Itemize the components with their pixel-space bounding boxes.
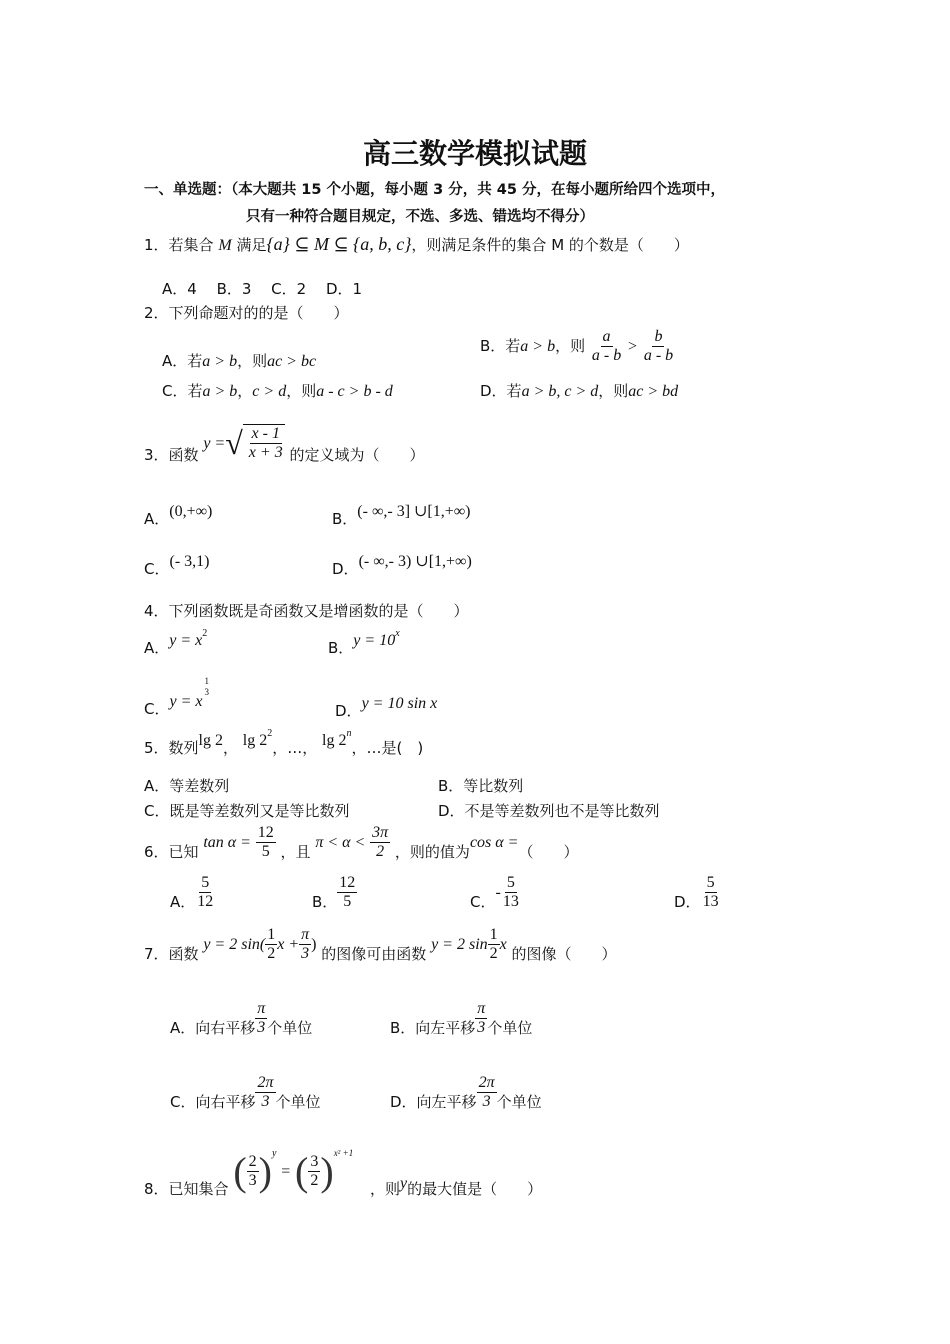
denominator: 3 (477, 1019, 486, 1036)
math-expr: {a} ⊆ M ⊆ {a, b, c} (266, 234, 412, 254)
denominator: 12 (197, 893, 214, 910)
option-label: C．向右平移 (170, 1093, 256, 1111)
option-b: B．等比数列 (438, 777, 524, 795)
math-expr: c > d (252, 383, 287, 400)
q-number: 8．已知集合 (144, 1180, 229, 1198)
option-b (332, 500, 471, 528)
fraction (247, 1153, 259, 1190)
option-label: A． (170, 893, 196, 911)
denominator: 3 (257, 1019, 266, 1036)
option-label: B．向左平移 (390, 1019, 476, 1037)
fraction (477, 1074, 497, 1111)
question-5 (144, 728, 424, 757)
q-number: 3．函数 (144, 446, 199, 464)
math-expr: lg 2 (242, 732, 268, 749)
math-var: y (400, 1175, 408, 1192)
fraction (247, 425, 285, 462)
q-text: ，…是( ) (351, 739, 424, 757)
math-expr: y = 10 sin x (361, 695, 438, 712)
numerator: 12 (339, 874, 356, 891)
math-op: > (628, 338, 638, 355)
math-expr: x (499, 936, 507, 953)
question-7 (144, 926, 617, 963)
fraction (370, 824, 390, 861)
math-expr: y = x (169, 693, 203, 710)
denominator: 2 (489, 945, 498, 962)
option-d (674, 874, 721, 911)
q-text: ， (223, 739, 239, 757)
denominator: 5 (261, 843, 270, 860)
fraction (475, 1000, 487, 1037)
numerator: 2π (478, 1074, 495, 1091)
option-d (332, 550, 472, 578)
option-label: C． (470, 893, 496, 911)
numerator: 5 (706, 874, 715, 891)
left-paren-icon: ( (295, 1149, 309, 1194)
denominator: a - b (591, 347, 622, 364)
math-expr: (- 3,1) (169, 553, 210, 570)
q-text: 的图像（ ） (511, 945, 617, 963)
numerator: 1 (489, 926, 498, 943)
numerator: π (301, 926, 310, 943)
math-expr: a - c > b - d (316, 383, 393, 400)
math-exponent: y (271, 1148, 277, 1159)
option-text: ，则 (237, 352, 268, 370)
page-title: 高三数学模拟试题 (362, 137, 587, 170)
q-text: 的定义域为（ ） (289, 446, 425, 464)
numerator: 2π (257, 1074, 274, 1091)
denominator: 3 (248, 1172, 257, 1189)
math-expr: a > b (520, 338, 556, 355)
option-d (390, 1074, 542, 1111)
numerator: b (654, 328, 663, 345)
option-label: B．若 (480, 337, 521, 355)
math-expr: (- ∞,- 3] ∪[1,+∞) (357, 503, 471, 520)
option-c (144, 550, 210, 578)
option-b (328, 628, 400, 657)
math-expr: y = 10 (353, 632, 396, 649)
numerator: π (477, 1000, 486, 1017)
option-c (170, 1074, 321, 1111)
numerator: 5 (506, 874, 515, 891)
numerator: 3π (372, 824, 389, 841)
math-expr: cos α = (469, 834, 519, 851)
math-expr: ac > bd (628, 383, 679, 400)
option-label: D． (332, 560, 359, 578)
option-c (470, 874, 521, 911)
q-text: ，…， (272, 739, 318, 757)
q-text: 的图像可由函数 (321, 945, 427, 963)
fraction (255, 1000, 267, 1037)
option-b (312, 874, 357, 911)
math-expr: π < α < (315, 834, 366, 851)
math-exponent: x² +1 (333, 1148, 354, 1158)
fraction (255, 1074, 275, 1111)
option-a (144, 628, 208, 657)
fraction-exponent (202, 676, 211, 698)
option-text: 个单位 (496, 1093, 542, 1111)
q-text: 的最大值是（ ） (407, 1180, 543, 1198)
math-expr: lg 2 (198, 732, 223, 749)
math-expr: a > b (202, 353, 238, 370)
math-expr: tan α = (203, 834, 251, 851)
denominator: 13 (702, 893, 719, 910)
question-1 (144, 234, 689, 255)
option-c (162, 380, 393, 401)
option-c: C．既是等差数列又是等比数列 (144, 802, 350, 820)
math-expr: y = 2 sin( (203, 936, 266, 953)
option-text: ， (237, 382, 253, 400)
math-expr: y = x (169, 632, 203, 649)
math-exponent: 2 (202, 628, 208, 639)
math-expr: a > b, c > d (521, 383, 599, 400)
numerator: 1 (267, 926, 276, 943)
math-exponent: x (395, 628, 400, 639)
question-4: 4．下列函数既是奇函数又是增函数的是（ ） (144, 602, 469, 620)
q-number: 5．数列 (144, 739, 199, 757)
fraction (501, 874, 521, 911)
denominator: 2 (376, 843, 385, 860)
fraction (642, 328, 675, 365)
option-text: 个单位 (267, 1019, 313, 1037)
left-paren-icon: ( (233, 1149, 247, 1194)
option-label: D． (674, 893, 701, 911)
option-label: A． (144, 639, 170, 657)
numerator: 1 (204, 676, 209, 686)
q-text: 若集合 (168, 236, 214, 254)
option-label: B． (328, 639, 354, 657)
section-heading-cont: 只有一种符合题目规定，不选、多选、错选均不得分） (246, 209, 594, 225)
fraction (265, 926, 277, 963)
denominator: x + 3 (248, 444, 283, 461)
option-b (480, 328, 675, 365)
option-text: ，则 (598, 382, 629, 400)
q-text: 满足 (236, 236, 267, 254)
q-text: （ ） (518, 843, 579, 861)
math-expr: a > b (202, 383, 238, 400)
fraction (299, 926, 311, 963)
q-text: ，则满足条件的集合 M 的个数是（ ） (411, 236, 689, 254)
numerator: 12 (257, 824, 274, 841)
q-number: 6．已知 (144, 843, 199, 861)
right-paren-icon: ) (320, 1149, 334, 1194)
option-a (170, 1000, 312, 1037)
fraction (337, 874, 357, 911)
denominator: 3 (482, 1093, 491, 1110)
math-expr: (0,+∞) (169, 503, 213, 520)
option-label: A．若 (162, 352, 203, 370)
q-text: ，则的值为 (394, 843, 470, 861)
q-text: ，则 (370, 1180, 401, 1198)
math-expr: ac > bc (267, 353, 317, 370)
question-6 (144, 824, 578, 861)
option-label: C．若 (162, 382, 203, 400)
option-label: D． (335, 702, 362, 720)
option-text: ，则 (286, 382, 317, 400)
math-op: - (495, 884, 501, 901)
fraction (701, 874, 721, 911)
option-label: B． (332, 510, 358, 528)
option-label: A．向右平移 (170, 1019, 256, 1037)
denominator: a - b (643, 347, 674, 364)
option-text: 个单位 (275, 1093, 321, 1111)
denominator: 2 (310, 1172, 319, 1189)
numerator: a (602, 328, 611, 345)
numerator: 5 (201, 874, 210, 891)
option-d: D．不是等差数列也不是等比数列 (438, 802, 660, 820)
q-number: 7．函数 (144, 945, 199, 963)
math-expr: (- ∞,- 3) ∪[1,+∞) (358, 553, 472, 570)
fraction (256, 824, 276, 861)
question-3 (144, 424, 425, 462)
fraction (590, 328, 623, 365)
math-exponent: 2 (267, 728, 273, 739)
sqrt-body (243, 424, 285, 462)
option-a (162, 350, 316, 371)
numerator: π (257, 1000, 266, 1017)
denominator: 2 (267, 945, 276, 962)
math-var: M (218, 237, 232, 254)
question-1-options: A．4 B．3 C．2 D．1 (162, 280, 363, 298)
fraction (195, 874, 215, 911)
math-expr: x + (277, 936, 300, 953)
option-d (480, 380, 678, 401)
option-label: D．向左平移 (390, 1093, 477, 1111)
question-8 (144, 1148, 543, 1198)
math-exponent: n (346, 728, 352, 739)
question-2: 2．下列命题对的的是（ ） (144, 304, 349, 322)
denominator: 5 (343, 893, 352, 910)
option-c (144, 676, 211, 718)
option-d (335, 692, 438, 720)
math-expr: lg 2 (322, 732, 347, 749)
right-paren-icon: ) (258, 1149, 272, 1194)
option-label: A． (144, 510, 170, 528)
option-text: ，则 (555, 337, 586, 355)
denominator: 13 (502, 893, 519, 910)
q-text: ，且 (280, 843, 311, 861)
option-a (144, 500, 213, 528)
math-op: ) (311, 936, 317, 953)
option-label: C． (144, 700, 170, 718)
math-op: = (281, 1163, 291, 1180)
fraction (488, 926, 500, 963)
option-a: A．等差数列 (144, 777, 230, 795)
math-expr: y = (203, 435, 226, 452)
option-label: B． (312, 893, 338, 911)
section-heading: 一、单选题：（本大题共 15 个小题，每小题 3 分，共 45 分，在每小题所给四个选项中， (144, 182, 725, 198)
numerator: x - 1 (251, 425, 280, 442)
denominator: 3 (261, 1093, 270, 1110)
option-text: 个单位 (487, 1019, 533, 1037)
option-label: C． (144, 560, 170, 578)
option-a (170, 874, 215, 911)
numerator: 3 (310, 1153, 319, 1170)
option-label: D．若 (480, 382, 522, 400)
q-number: 1． (144, 236, 169, 254)
denominator: 3 (204, 687, 209, 697)
math-expr: y = 2 sin (431, 936, 488, 953)
denominator: 3 (301, 945, 310, 962)
sqrt-icon: √ (225, 425, 243, 461)
numerator: 2 (248, 1153, 257, 1170)
fraction (308, 1153, 320, 1190)
option-b (390, 1000, 532, 1037)
